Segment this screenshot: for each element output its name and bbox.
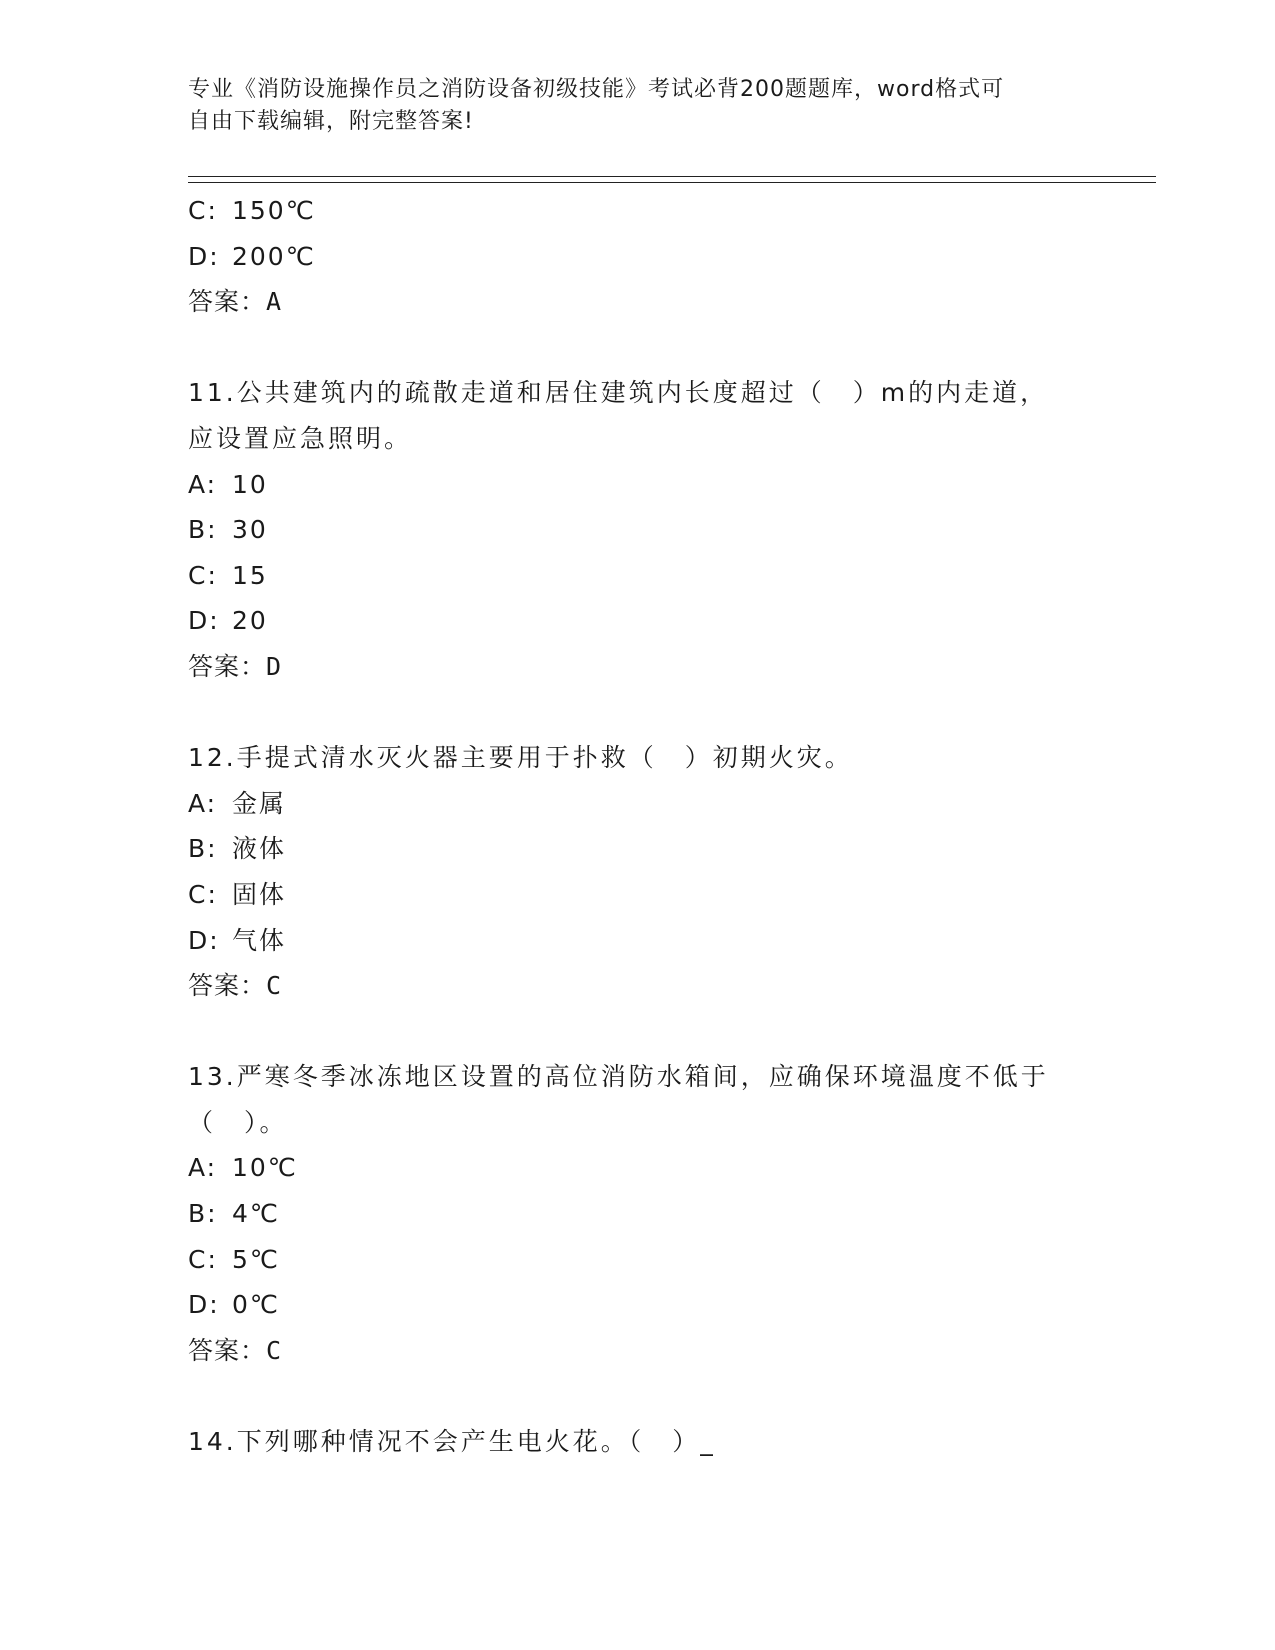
answer-line: 答案：A [188, 287, 283, 317]
question-14 [188, 1419, 1088, 1465]
option-key: A: [188, 788, 218, 818]
option-text: 4℃ [232, 1199, 280, 1229]
option-text: 0℃ [232, 1290, 280, 1320]
spacer [188, 690, 1088, 736]
header-line-1: 专业《消防设施操作员之消防设备初级技能》考试必背200题题库，word格式可 [188, 77, 1005, 102]
option-c [188, 872, 1088, 918]
option-text: 10 [232, 469, 268, 499]
question-stem: 13.严寒冬季冰冻地区设置的高位消防水箱间，应确保环境温度不低于 [188, 1062, 1049, 1092]
option-d [188, 918, 1088, 964]
spacer [188, 1009, 1088, 1055]
option-key: D: [188, 606, 220, 636]
option-a [188, 462, 1088, 508]
option-text: 10℃ [232, 1153, 298, 1183]
option-key: B: [188, 515, 218, 545]
header-line-2: 自由下载编辑，附完整答案! [188, 109, 474, 134]
option-text: 15 [232, 560, 268, 590]
option-text: 30 [232, 515, 268, 545]
question-12 [188, 735, 1088, 1009]
option-b [188, 1191, 1088, 1237]
spacer [188, 1373, 1088, 1419]
question-11 [188, 370, 1088, 689]
answer-line: 答案：C [188, 1335, 283, 1365]
option-text: 气体 [232, 925, 287, 955]
answer-line: 答案：C [188, 971, 283, 1001]
option-key: B: [188, 1199, 218, 1229]
option-a [188, 1145, 1088, 1191]
option-key: A: [188, 1153, 218, 1183]
header-divider-bottom [188, 182, 1156, 183]
option-text: 20 [232, 606, 268, 636]
option-key: C: [188, 560, 218, 590]
option-key: A: [188, 469, 218, 499]
option-d [188, 234, 1088, 280]
option-text: 固体 [232, 879, 287, 909]
option-c [188, 1237, 1088, 1283]
question-10-tail [188, 188, 1088, 325]
question-stem: 14.下列哪种情况不会产生电火花。（ ）_ [188, 1427, 716, 1457]
option-c [188, 553, 1088, 599]
question-stem-cont: 应设置应急照明。 [188, 423, 413, 453]
option-d [188, 1282, 1088, 1328]
option-key: D: [188, 925, 220, 955]
document-body [188, 188, 1088, 1465]
option-text: 金属 [232, 788, 287, 818]
answer-line: 答案：D [188, 651, 283, 681]
option-key: C: [188, 1244, 218, 1274]
question-stem-cont: （ ）。 [188, 1107, 288, 1137]
document-header [188, 74, 1068, 138]
option-key: C: [188, 196, 218, 225]
question-13 [188, 1054, 1088, 1373]
option-key: D: [188, 241, 220, 271]
option-text: 200℃ [232, 241, 316, 271]
header-divider-top [188, 176, 1156, 177]
question-stem: 12.手提式清水灭火器主要用于扑救（ ）初期火灾。 [188, 743, 853, 773]
option-text: 150℃ [232, 196, 316, 225]
option-text: 5℃ [232, 1244, 280, 1274]
spacer [188, 325, 1088, 371]
option-d [188, 598, 1088, 644]
option-key: D: [188, 1290, 220, 1320]
option-b [188, 507, 1088, 553]
option-text: 液体 [232, 834, 287, 864]
question-stem: 11.公共建筑内的疏散走道和居住建筑内长度超过（ ）m的内走道， [188, 378, 1049, 408]
option-key: C: [188, 879, 218, 909]
option-c [188, 188, 1088, 234]
option-b [188, 826, 1088, 872]
option-a [188, 781, 1088, 827]
option-key: B: [188, 834, 218, 864]
